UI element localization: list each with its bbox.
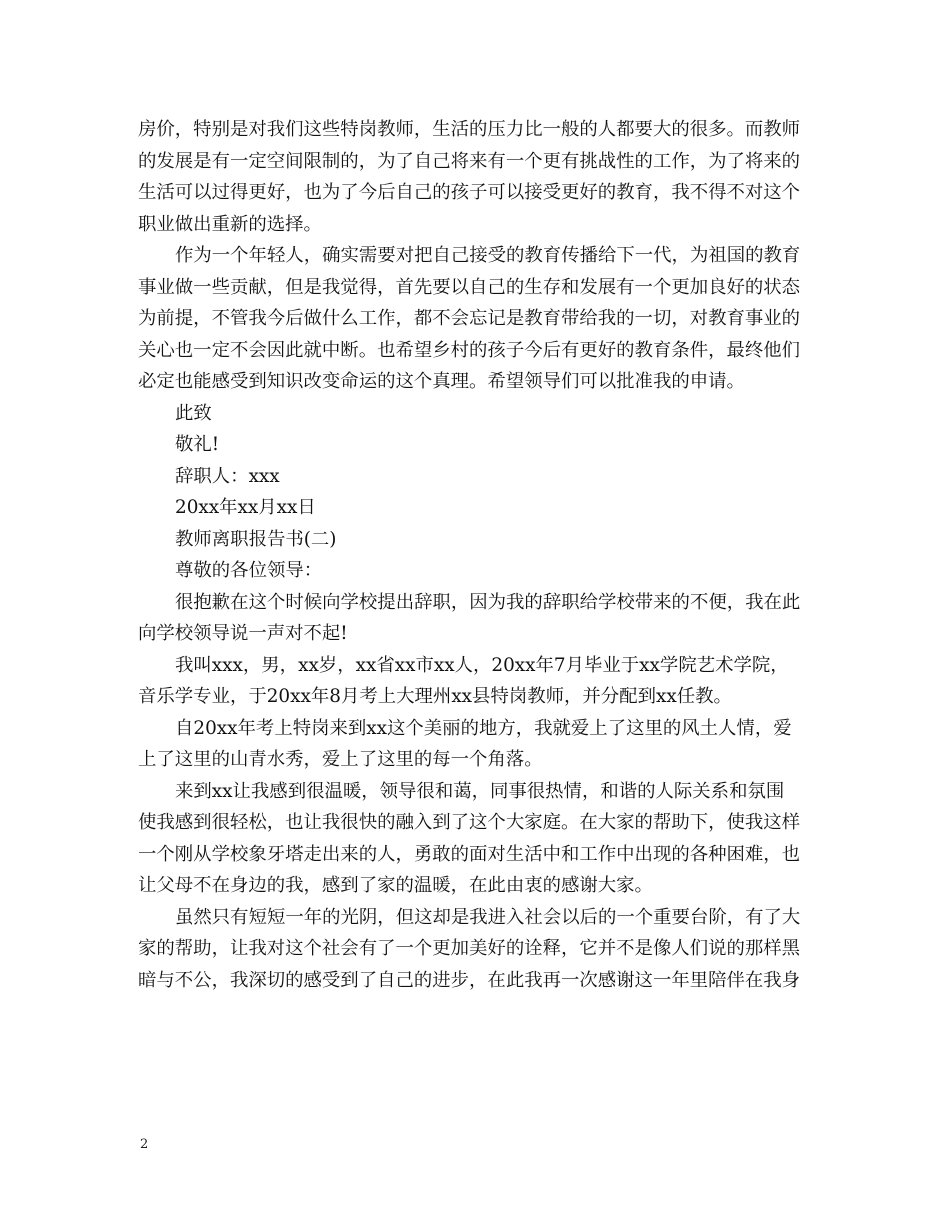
body-text-line: 房价，特别是对我们这些特岗教师，生活的压力比一般的人都要大的很多。而教师 xyxy=(138,119,801,140)
body-text-line: 的发展是有一定空间限制的，为了自己将来有一个更有挑战性的工作，为了将来的 xyxy=(138,150,801,172)
signature-line: 辞职人：xxx xyxy=(175,465,280,487)
body-text-line: 一个刚从学校象牙塔走出来的人，勇敢的面对生活中和工作中出现的各种困难，也 xyxy=(138,843,801,865)
body-text-line: 向学校领导说一声对不起! xyxy=(138,623,348,644)
body-text-line: 自20xx年考上特岗来到xx这个美丽的地方，我就爱上了这里的风土人情，爱 xyxy=(175,717,792,739)
body-text-line: 事业做一些贡献，但是我觉得，首先要以自己的生存和发展有一个更加良好的状态 xyxy=(138,276,801,298)
body-text-line: 为前提，不管我今后做什么工作，都不会忘记是教育带给我的一切，对教育事业的 xyxy=(138,308,801,329)
body-text-line: 必定也能感受到知识改变命运的这个真理。希望领导们可以批准我的申请。 xyxy=(138,371,745,392)
closing-regards: 敬礼! xyxy=(175,434,220,455)
date-line: 20xx年xx月xx日 xyxy=(175,497,316,518)
body-text-line: 很抱歉在这个时候向学校提出辞职，因为我的辞职给学校带来的不便，我在此 xyxy=(175,591,801,613)
body-text-line: 来到xx让我感到很温暖，领导很和蔼，同事很热情，和谐的人际关系和氛围 xyxy=(175,780,785,802)
body-text-line: 关心也一定不会因此就中断。也希望乡村的孩子今后有更好的教育条件，最终他们 xyxy=(138,339,801,361)
body-text-line: 暗与不公，我深切的感受到了自己的进步，在此我再一次感谢这一年里陪伴在我身 xyxy=(138,969,801,991)
closing-salutation: 此致 xyxy=(175,402,212,424)
greeting-line: 尊敬的各位领导： xyxy=(175,560,323,581)
body-text-line: 上了这里的山青水秀，爱上了这里的每一个角落。 xyxy=(138,749,543,770)
body-text-line: 家的帮助，让我对这个社会有了一个更加美好的诠释，它并不是像人们说的那样黑 xyxy=(138,938,801,959)
body-text-line: 作为一个年轻人，确实需要对把自己接受的教育传播给下一代，为祖国的教育 xyxy=(175,245,801,266)
body-text-line: 职业做出重新的选择。 xyxy=(138,213,322,235)
body-text-line: 生活可以过得更好，也为了今后自己的孩子可以接受更好的教育，我不得不对这个 xyxy=(138,182,801,203)
document-body xyxy=(138,114,828,996)
body-text-line: 我叫xxx，男，xx岁，xx省xx市xx人，20xx年7月毕业于xx学院艺术学院， xyxy=(175,654,789,676)
body-text-line: 让父母不在身边的我，感到了家的温暖，在此由衷的感谢大家。 xyxy=(138,875,653,896)
body-text-line: 虽然只有短短一年的光阴，但这却是我进入社会以后的一个重要台阶，有了大 xyxy=(175,906,801,928)
body-text-line: 使我感到很轻松，也让我很快的融入到了这个大家庭。在大家的帮助下，使我这样 xyxy=(138,812,801,833)
page-number: 2 xyxy=(140,1137,149,1152)
body-text-line: 音乐学专业，于20xx年8月考上大理州xx县特岗教师，并分配到xx任教。 xyxy=(138,686,732,707)
section-title: 教师离职报告书(二) xyxy=(175,528,337,550)
